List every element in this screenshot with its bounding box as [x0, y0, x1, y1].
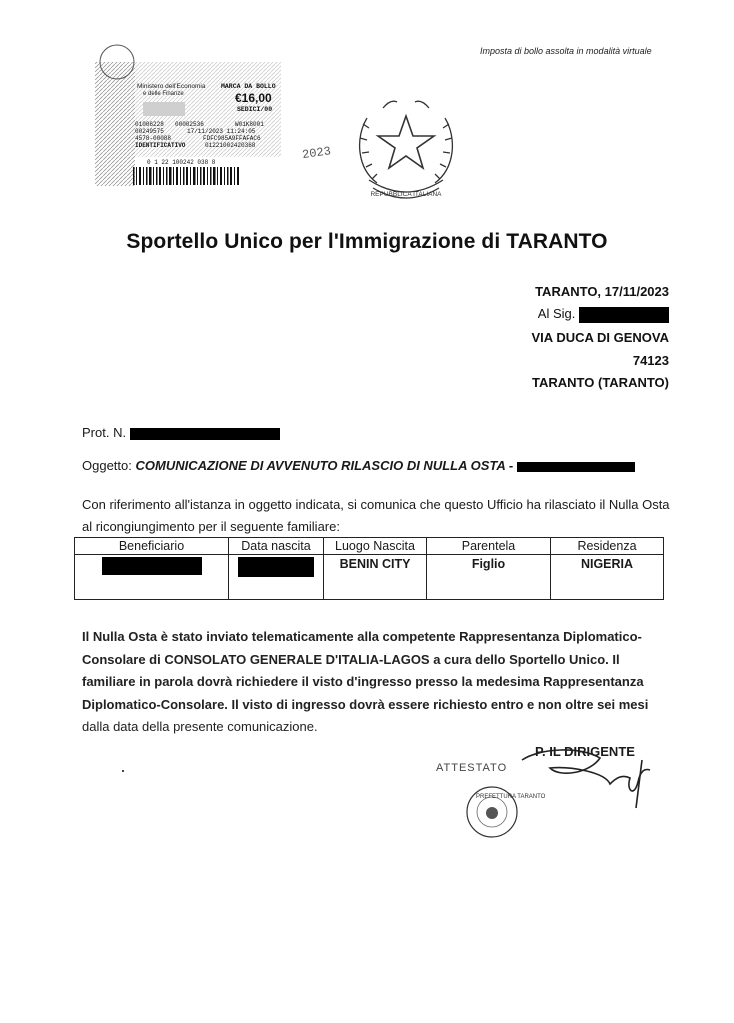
stamp-code-0: 01006228 [135, 121, 164, 128]
header-data-nascita: Data nascita [229, 538, 324, 555]
barcode [133, 167, 239, 185]
stamp-code-3: 00249575 [135, 128, 164, 135]
recipient-line [538, 306, 669, 323]
stamp-barcode-number: 0 1 22 100242 038 8 [147, 159, 216, 166]
stamp-ministry-line1: Ministero dell'Economia [137, 83, 206, 90]
stamp-code-4: 17/11/2023 11:24:05 [187, 128, 256, 135]
table-header-row [75, 538, 664, 555]
cell-luogo-nascita: BENIN CITY [324, 555, 427, 600]
stamp-amount-words: SEDICI/00 [237, 106, 273, 113]
address-postal-code: 74123 [632, 353, 669, 368]
stamp-code-5: 4578-00088 [135, 135, 172, 142]
scan-speck [122, 770, 124, 772]
redacted-recipient-name [579, 307, 669, 323]
beneficiary-table [74, 537, 664, 600]
attestation-stamp-text: ATTESTATO [436, 762, 508, 774]
redacted-beneficiary-name [102, 557, 202, 575]
cell-parentela: Figlio [427, 555, 551, 600]
revenue-stamp [95, 44, 332, 188]
header-luogo-nascita: Luogo Nascita [324, 538, 427, 555]
cell-residenza: NIGERIA [551, 555, 664, 600]
address-street: VIA DUCA DI GENOVA [531, 330, 669, 345]
stamp-code-2: W01K8001 [235, 121, 264, 128]
subject-label: Oggetto: [82, 458, 132, 473]
stamp-date: 2023 [301, 144, 332, 163]
stamp-amount: €16,00 [235, 91, 272, 105]
seal-text: PREFETTURA TARANTO [476, 794, 546, 800]
handwritten-signature-icon [522, 750, 650, 791]
document-title: Sportello Unico per l'Immigrazione di TARANTO [126, 230, 608, 253]
stamp-agenzia-logo [143, 102, 185, 116]
subject-text: COMUNICAZIONE DI AVVENUTO RILASCIO DI NULLA OSTA - [135, 458, 514, 473]
table-row [75, 555, 664, 600]
protocol-label: Prot. N. [82, 425, 127, 440]
stamp-code-6: FDFC985A9FFAFAC6 [203, 135, 261, 142]
body-text-closing: dalla data della presente comunicazione. [82, 719, 318, 734]
date-line: TARANTO, 17/11/2023 [535, 284, 669, 299]
cell-beneficiario [75, 555, 229, 600]
republic-emblem-icon [347, 88, 465, 206]
recipient-prefix: Al Sig. [537, 306, 576, 321]
stamp-duty-note: Imposta di bollo assolta in modalità virtuale [480, 46, 652, 56]
signature-title: P. IL DIRIGENTE [535, 744, 635, 759]
stamp-label: MARCA DA BOLLO [221, 83, 276, 90]
stamp-code-1: 00002536 [175, 121, 204, 128]
protocol-line [82, 425, 280, 440]
redacted-protocol-number [130, 428, 280, 440]
header-residenza: Residenza [551, 538, 664, 555]
subject-line [82, 458, 635, 473]
body-text-main: Il Nulla Osta è stato inviato telematicamente alla competente Rappresentanza Diplomatico-Consolare di CONSOLATO GENERALE D'ITALIA-LAGOS a cura dello Sportello Unico. Il familiare in parola dovrà richiedere il visto d'ingresso presso la medesima Rappresentanza Diplomatico-Consolare. Il visto di ingresso dovrà essere richiesto entro e non oltre sei mesi [82, 629, 649, 712]
redacted-subject-name [517, 462, 635, 472]
stamp-code-8: 01221002420368 [205, 142, 256, 149]
redacted-birth-date [238, 557, 314, 577]
emblem-ribbon-label: REPUBBLICA ITALIANA [370, 191, 442, 198]
stamp-code-7: IDENTIFICATIVO [135, 142, 186, 149]
header-parentela: Parentela [427, 538, 551, 555]
header-beneficiario: Beneficiario [75, 538, 229, 555]
intro-paragraph: Con riferimento all'istanza in oggetto indicata, si comunica che questo Ufficio ha rilasciato il Nulla Osta al ricongiungimento per il seguente familiare: [82, 497, 670, 534]
signature-and-seal [430, 738, 660, 848]
address-city: TARANTO (TARANTO) [532, 375, 669, 390]
cell-data-nascita [229, 555, 324, 600]
body-paragraph [82, 626, 674, 739]
stamp-ministry-line2: e delle Finanze [143, 91, 184, 97]
